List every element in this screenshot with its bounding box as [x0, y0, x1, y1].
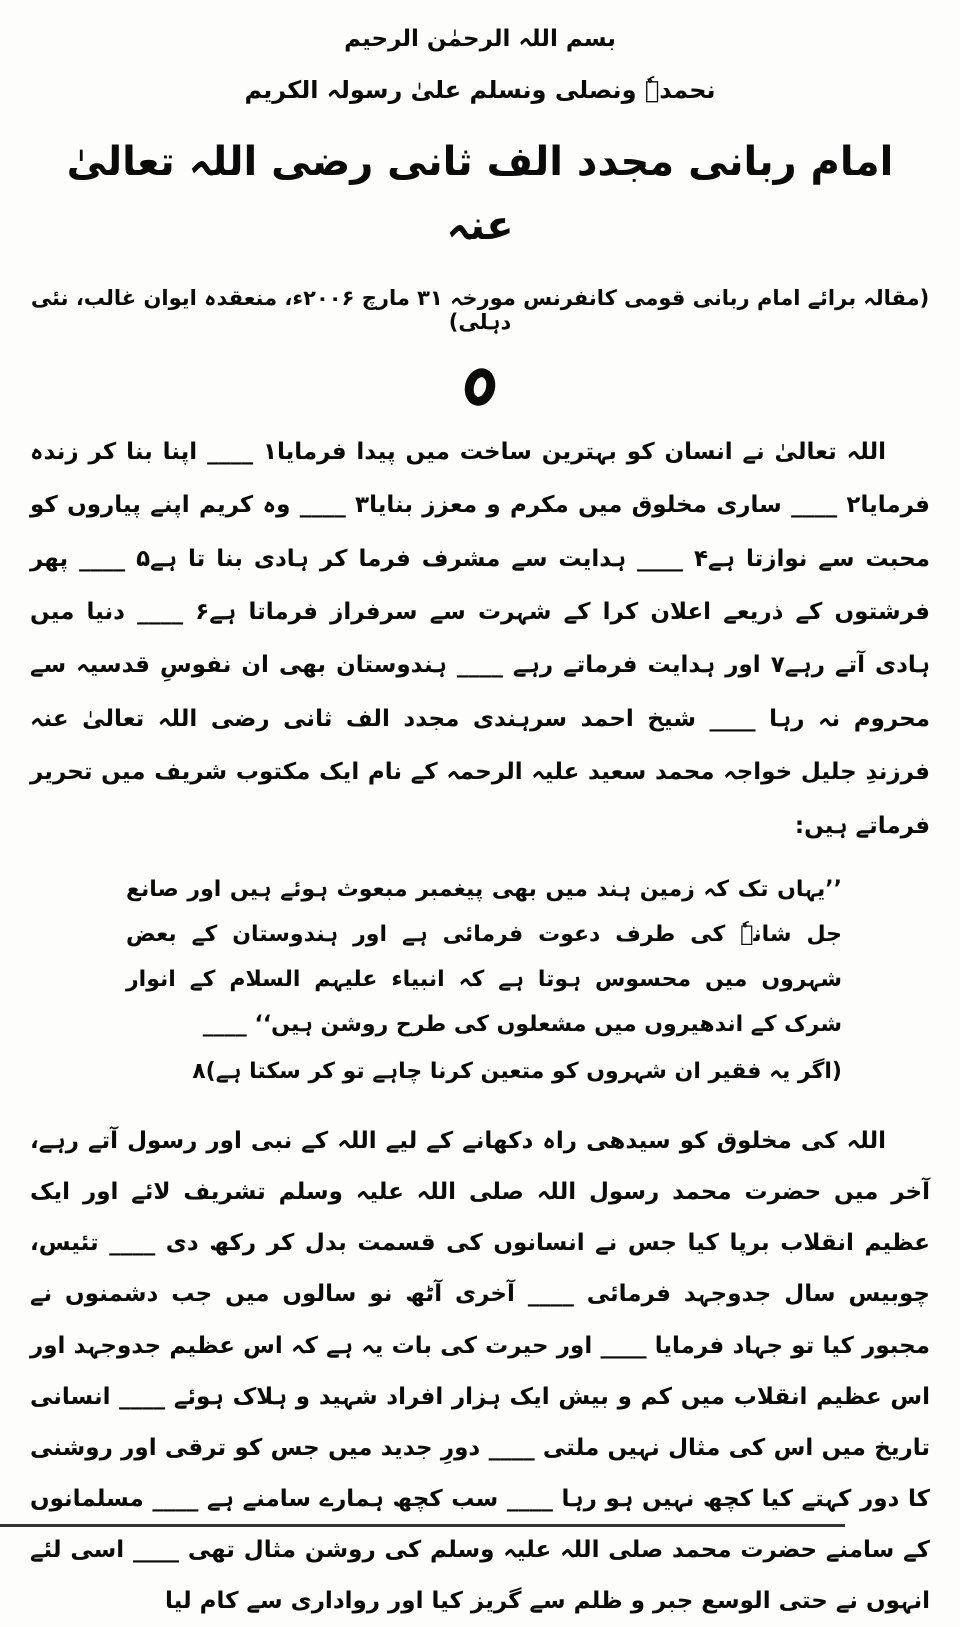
paragraph-2: اللہ کی مخلوق کو سیدھی راہ دکھانے کے لیے اللہ کے نبی اور رسول آتے رہے، آخر میں حضرت محمد رسول اللہ صلی اللہ علیہ وسلم تشریف لائے اور ایک عظیم انقلاب برپا کیا جس نے انسانوں کی قسمت بدل کر رکھ دی ____ تئیس، چوبیس سال جدوجہد فرمائی ____ آخری آٹھ نو سالوں میں جب دشمنوں نے مجبور کیا تو جہاد فرمایا ____ اور حیرت کی بات یہ ہے کہ اس عظیم جدوجہد اور اس عظیم انقلاب میں کم و بیش ایک ہزار افراد شہید و ہلاک ہوئے ____ انسانی تاریخ میں اس کی مثال نہیں ملتی ____ دورِ جدید میں جس کو ترقی اور روشنی کا دور کہتے کیا کچھ نہیں ہو رہا ____ سب کچھ ہمارے سامنے ہے ____ مسلمانوں کے سامنے حضرت محمد صلی اللہ علیہ وسلم کی روشن مثال تھی ____ اسی لئے انہوں نے حتی الوسع جبر و ظلم سے گریز کیا اور رواداری سے کام لیا — [30, 1128, 930, 1614]
paragraph-1: اللہ تعالیٰ نے انسان کو بہترین ساخت میں پیدا فرمایا۱ ____ اپنا بنا کر زندہ فرمایا۲ ____ ساری مخلوق میں مکرم و معزز بنایا۳ ____ وہ کریم اپنے پیاروں کو محبت سے نوازتا ہے۴ ____ ہدایت سے مشرف فرما کر ہادی بنا تا ہے۵ ____ پھر فرشتوں کے ذریعے اعلان کرا کے شہرت سے سرفراز فرماتا ہے۶ ____ دنیا میں ہادی آتے رہے۷ اور ہدایت فرماتے رہے ____ ہندوستان بھی ان نفوسِ قدسیہ سے محروم نہ رہا ____ شیخ احمد سرہندی مجدد الف ثانی رضی اللہ تعالیٰ عنہ فرزندِ جلیل خواجہ محمد سعید علیہ الرحمہ کے نام ایک مکتوب شریف میں تحریر فرماتے ہیں: — [30, 439, 931, 839]
conference-note: (مقالہ برائے امام ربانی قومی کانفرنس مورخہ ۳۱ مارچ ۲۰۰۶ء، منعقدہ ایوان غالب، نئی دہلی) — [30, 286, 930, 334]
quote-note: (اگر یہ فقیر ان شہروں کو متعین کرنا چاہے تو کر سکتا ہے)۸ — [192, 1059, 842, 1085]
quote-block — [126, 867, 842, 1094]
page-title: امام ربانی مجدد الف ثانی رضی اللہ تعالیٰ عنہ — [66, 139, 894, 249]
tasliya-line: نحمدہٗ ونصلی ونسلم علیٰ رسولہ الکریم — [244, 76, 716, 104]
quote-text: ’’یہاں تک کہ زمین ہند میں بھی پیغمبر مبعوث ہوئے ہیں اور صانع جل شانہٗ کی طرف دعوت فرمائی ہے اور ہندوستان کے بعض شہروں میں محسوس ہوتا ہے کہ انبیاء علیہم السلام کے انوار شرک کے اندھیروں میں مشعلوں کی طرح روشن ہیں‘‘ ____ — [126, 876, 842, 1038]
bismillah-line: بسم اللہ الرحمٰن الرحیم — [344, 26, 616, 52]
scan-edge-artifact — [0, 1524, 845, 1527]
ornament-ring-icon — [461, 365, 499, 409]
